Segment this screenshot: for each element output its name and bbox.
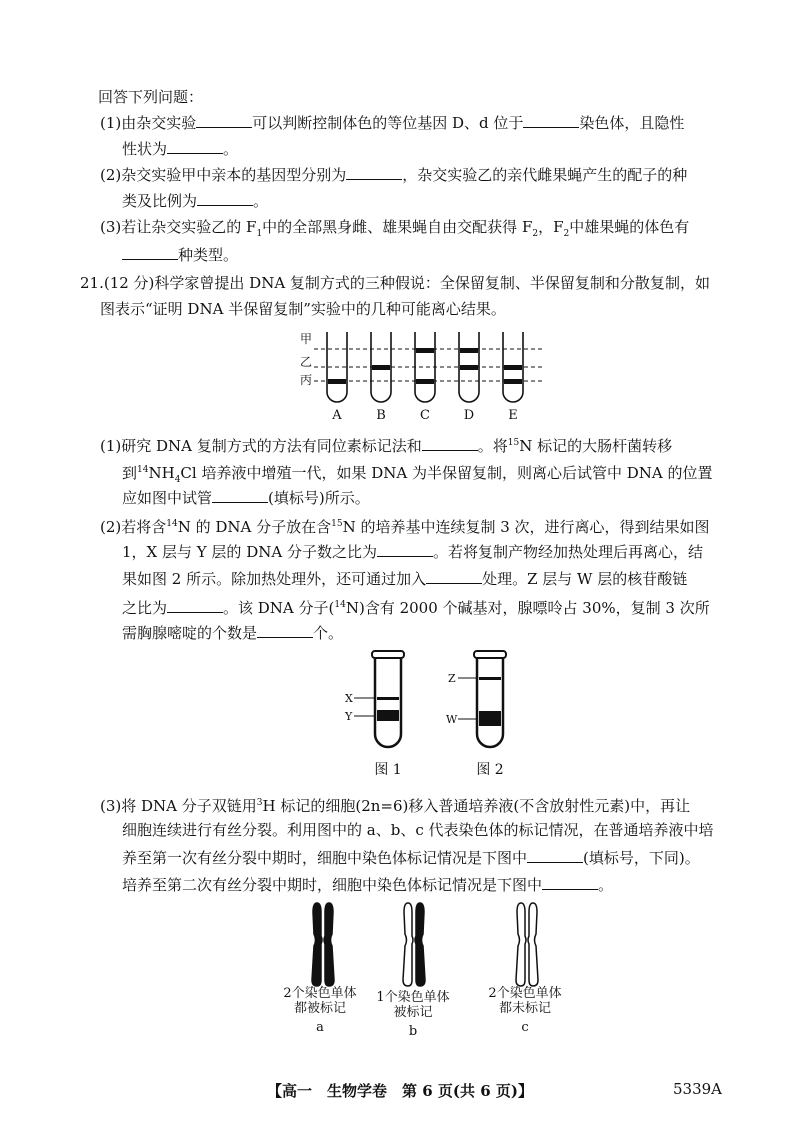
text: (1)研究 DNA 复制方式的方法有同位素标记法和 xyxy=(100,437,422,455)
chromosome-b-caption xyxy=(363,990,463,1039)
caption-line: 2个染色单体 xyxy=(283,986,357,1001)
text: ，F xyxy=(538,218,564,236)
text: ，杂交实验乙的亲代雌果蝇产生的配子的种 xyxy=(402,166,688,184)
caption-line: 都未标记 xyxy=(498,1001,551,1016)
caption-letter: c xyxy=(521,1020,529,1035)
caption-line: 被标记 xyxy=(393,1005,433,1020)
band-e-bottom xyxy=(504,379,522,384)
text: 处理。Z 层与 W 层的核苷酸链 xyxy=(482,570,688,588)
figure2-band-w xyxy=(479,711,501,726)
text: (填标号)所示。 xyxy=(268,489,370,507)
figure1-tube xyxy=(375,656,401,747)
text: 性状为 xyxy=(122,140,168,158)
text: (3)若让杂交实验乙的 F xyxy=(100,218,257,236)
superscript: 15 xyxy=(507,438,520,448)
text: H 标记的细胞(2n=6)移入普通培养液(不含放射性元素)中，再让 xyxy=(262,797,691,815)
answer-blank[interactable] xyxy=(377,540,433,557)
tube-label-a: A xyxy=(332,408,342,423)
q20-part2-line1 xyxy=(100,163,687,186)
caption-letter: a xyxy=(316,1020,324,1035)
footer-code: 5339A xyxy=(672,1080,722,1098)
chromosome-diagram xyxy=(300,900,560,990)
chromosome-a xyxy=(312,903,334,986)
layer-label-bing: 丙 xyxy=(300,373,313,387)
text: 到 xyxy=(122,464,138,482)
q20-part2-line2 xyxy=(122,189,268,212)
band-b-middle xyxy=(372,365,390,370)
q21-part2-line5 xyxy=(122,621,343,644)
text: 培养至第二次有丝分裂中期时，细胞中染色体标记情况是下图中 xyxy=(122,876,543,894)
chromosome-c-caption xyxy=(475,986,575,1035)
caption-line: 都被标记 xyxy=(293,1001,346,1016)
label-w: W xyxy=(446,713,458,726)
q21-part3-line3 xyxy=(122,846,700,869)
q21-part1-line3 xyxy=(122,486,370,509)
q21-part2-line3 xyxy=(122,567,687,590)
chromosome-b xyxy=(403,903,425,986)
layer-label-jia: 甲 xyxy=(300,332,313,346)
q21-part2-line1 xyxy=(100,513,710,538)
text: 。将 xyxy=(477,437,508,455)
answer-blank[interactable] xyxy=(167,596,223,613)
label-y: Y xyxy=(345,710,353,723)
answer-blank[interactable] xyxy=(197,189,253,206)
text: 养至第一次有丝分裂中期时，细胞中染色体标记情况是下图中 xyxy=(122,849,528,867)
q21-part3-line2: 细胞连续进行有丝分裂。利用图中的 a、b、c 代表染色体的标记情况，在普通培养液中培 xyxy=(122,821,714,839)
figure2-tube xyxy=(477,656,503,747)
q21-part3-line4 xyxy=(122,873,613,896)
text: 类及比例为 xyxy=(122,192,198,210)
text: 应如图中试管 xyxy=(122,489,213,507)
answer-blank[interactable] xyxy=(257,621,313,638)
q21-part2-line2 xyxy=(122,540,703,563)
tube-label-c: C xyxy=(420,408,430,423)
answer-blank[interactable] xyxy=(422,434,478,451)
q20-part3-line2 xyxy=(122,243,238,266)
q21-intro-line2: 图表示“证明 DNA 半保留复制”实验中的几种可能离心结果。 xyxy=(100,300,506,318)
text: 中的全部黑身雌、雄果蝇自由交配获得 F xyxy=(262,218,533,236)
answer-blank[interactable] xyxy=(122,243,178,260)
caption-line: 1个染色单体 xyxy=(376,990,450,1005)
answer-blank[interactable] xyxy=(212,486,268,503)
page-footer xyxy=(0,1080,800,1102)
q21-part1-line1 xyxy=(100,432,672,457)
text: N 的 DNA 分子放在含 xyxy=(177,518,332,536)
text: 需胸腺嘧啶的个数是 xyxy=(122,624,258,642)
text: N)含有 2000 个碱基对，腺嘌呤占 30%，复制 3 次所 xyxy=(345,599,710,617)
text: (3)将 DNA 分子双链用 xyxy=(100,797,257,815)
text: Cl 培养液中增殖一代，如果 DNA 为半保留复制，则离心后试管中 DNA 的位置 xyxy=(180,464,713,482)
subscript: 1 xyxy=(256,229,263,239)
subscript: 2 xyxy=(563,229,570,239)
chromatid-b-left xyxy=(403,903,413,986)
chromosome-a-caption xyxy=(270,986,370,1035)
answer-blank[interactable] xyxy=(527,846,583,863)
text: 中雄果蝇的体色有 xyxy=(569,218,690,236)
text: (2)若将含 xyxy=(100,518,167,536)
chromatid-c-left xyxy=(516,903,526,986)
superscript: 14 xyxy=(166,519,178,529)
figure2-band-z xyxy=(479,677,501,680)
tube-label-b: B xyxy=(376,408,386,423)
tube-label-e: E xyxy=(508,408,518,423)
answer-blank[interactable] xyxy=(167,137,223,154)
band-a-bottom xyxy=(328,379,346,384)
centrifuge-figures xyxy=(340,650,520,780)
q20-part3-line1 xyxy=(100,216,689,245)
layer-label-yi: 乙 xyxy=(300,355,313,369)
text: 。该 DNA 分子( xyxy=(223,599,335,617)
text: 。若将复制产物经加热处理后再离心，结 xyxy=(432,543,703,561)
figure1-caption: 图 1 xyxy=(374,762,402,778)
tube-label-d: D xyxy=(463,408,475,423)
subscript: 4 xyxy=(174,475,181,485)
band-c-top xyxy=(416,348,434,353)
figure1-tube-cap xyxy=(372,651,404,658)
tube-c xyxy=(415,332,435,402)
caption-letter: b xyxy=(408,1024,418,1039)
chromatid-a-right xyxy=(324,903,334,986)
band-d-top xyxy=(460,348,478,353)
q21-intro-line1: 21.(12 分)科学家曾提出 DNA 复制方式的三种假说：全保留复制、半保留复制和分散复制，如 xyxy=(80,274,710,292)
section-intro: 回答下列问题： xyxy=(98,88,204,106)
text: (2)杂交实验甲中亲本的基因型分别为 xyxy=(100,166,347,184)
figure2-caption: 图 2 xyxy=(476,762,504,778)
chromosome-c xyxy=(516,903,538,986)
figure2-tube-cap xyxy=(474,651,506,658)
q21-part2-line4 xyxy=(122,594,710,619)
superscript: 14 xyxy=(334,600,346,610)
text: 个。 xyxy=(313,624,344,642)
caption-line: 2个染色单体 xyxy=(488,986,562,1001)
band-e-middle xyxy=(504,365,522,370)
text: N 标记的大肠杆菌转移 xyxy=(519,437,673,455)
superscript: 3 xyxy=(256,798,263,808)
subscript: 2 xyxy=(532,229,539,239)
text: (填标号，下同)。 xyxy=(583,849,700,867)
text: 。 xyxy=(253,192,269,210)
text: NH xyxy=(148,464,175,482)
chromatid-b-right xyxy=(415,903,425,986)
text: 。 xyxy=(223,140,239,158)
answer-blank[interactable] xyxy=(196,111,252,128)
text: 种类型。 xyxy=(178,246,239,264)
label-x: X xyxy=(345,692,353,705)
figure1-band-y xyxy=(377,710,399,721)
q21-part3-line1 xyxy=(100,792,690,817)
answer-blank[interactable] xyxy=(523,111,579,128)
band-d-middle xyxy=(460,365,478,370)
answer-blank[interactable] xyxy=(542,873,598,890)
text: 果如图 2 所示。除加热处理外，还可通过加入 xyxy=(122,570,427,588)
text: 可以判断控制体色的等位基因 D、d 位于 xyxy=(252,114,524,132)
answer-blank[interactable] xyxy=(346,163,402,180)
text: 1，X 层与 Y 层的 DNA 分子数之比为 xyxy=(122,543,377,561)
text: (1)由杂交实验 xyxy=(100,114,197,132)
figure1-band-x xyxy=(377,697,399,700)
centrifuge-tube-diagram xyxy=(300,328,550,424)
superscript: 14 xyxy=(137,465,149,475)
text: 之比为 xyxy=(122,599,168,617)
superscript: 15 xyxy=(331,519,343,529)
q20-part1-line1 xyxy=(100,111,684,134)
footer-page-info: 【高一 生物学卷 第 6 页(共 6 页)】 xyxy=(267,1082,533,1100)
chromatid-a-left xyxy=(312,903,322,986)
band-c-bottom xyxy=(416,379,434,384)
answer-blank[interactable] xyxy=(426,567,482,584)
text: 染色体，且隐性 xyxy=(579,114,685,132)
q20-part1-line2 xyxy=(122,137,238,160)
text: 。 xyxy=(598,876,614,894)
text: N 的培养基中连续复制 3 次，进行离心，得到结果如图 xyxy=(342,518,710,536)
label-z: Z xyxy=(448,672,456,685)
chromatid-c-right xyxy=(528,903,538,986)
